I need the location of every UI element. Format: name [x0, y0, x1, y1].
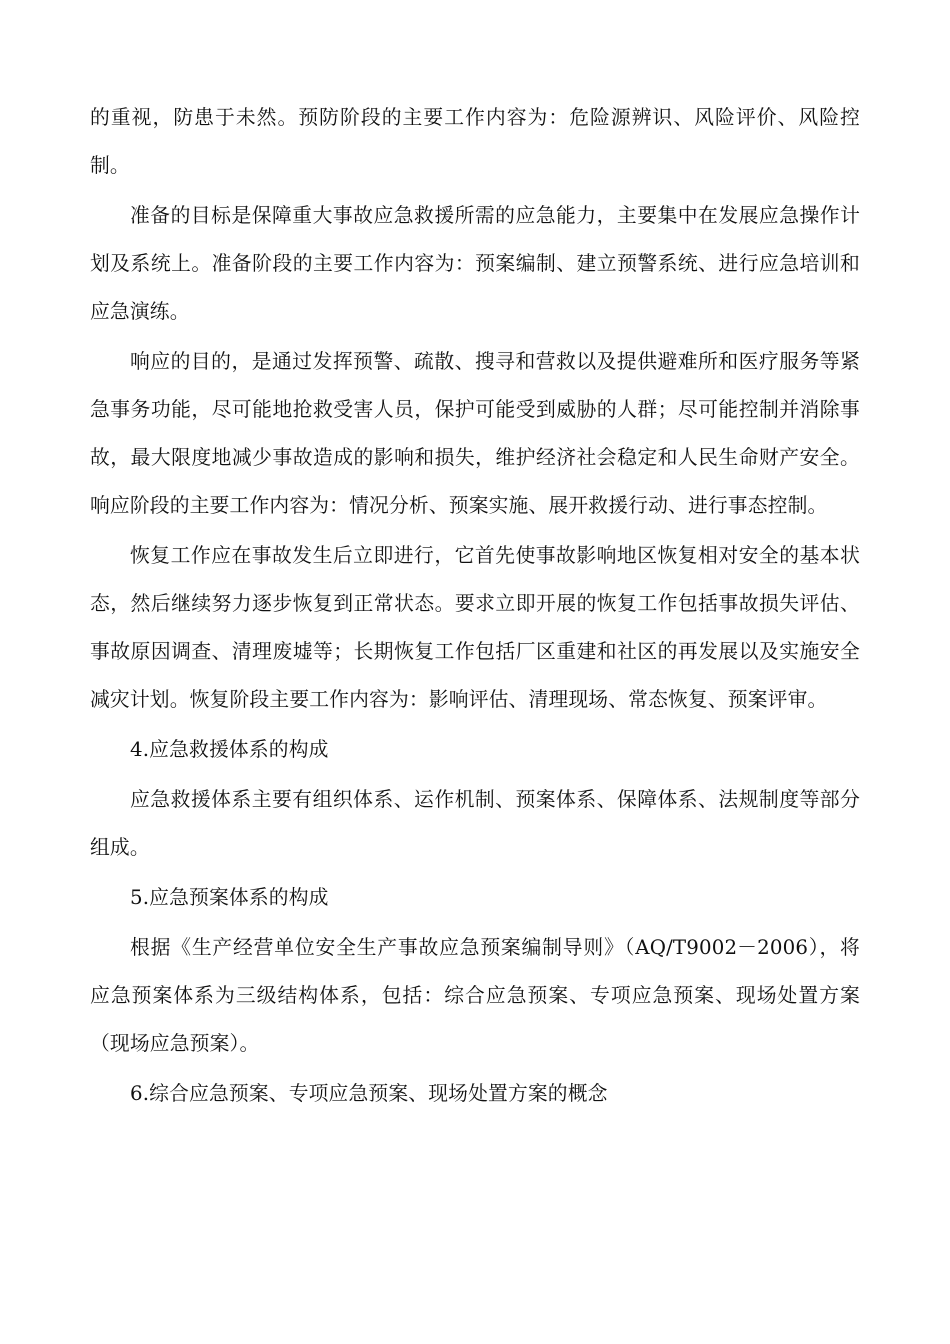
paragraph-recovery: 恢复工作应在事故发生后立即进行，它首先使事故影响地区恢复相对安全的基本状态，然后继续努力逐步恢复到正常状态。要求立即开展的恢复工作包括事故损失评估、事故原因调查、清理废墟等；长期恢复工作包括厂区重建和社区的再发展以及实施安全减灾计划。恢复阶段主要工作内容为：影响评估、清理现场、常态恢复、预案评审。 [90, 544, 860, 711]
paragraph-plan-system: 根据《生产经营单位安全生产事故应急预案编制导则》（AQ/T9002－2006），将应急预案体系为三级结构体系，包括：综合应急预案、专项应急预案、现场处置方案（现场应急预案）。 [90, 936, 860, 1055]
paragraph-rescue-system: 应急救援体系主要有组织体系、运作机制、预案体系、保障体系、法规制度等部分组成。 [90, 788, 860, 859]
section-heading-6: 6.综合应急预案、专项应急预案、现场处置方案的概念 [130, 1082, 608, 1105]
paragraph-response: 响应的目的，是通过发挥预警、疏散、搜寻和营救以及提供避难所和医疗服务等紧急事务功能，尽可能地抢救受害人员，保护可能受到威胁的人群；尽可能控制并消除事故，最大限度地减少事故造成的影响和损失，维护经济社会稳定和人民生命财产安全。响应阶段的主要工作内容为：情况分析、预案实施、展开救援行动、进行事态控制。 [90, 350, 860, 517]
paragraph-prevention-continued: 的重视，防患于未然。预防阶段的主要工作内容为：危险源辨识、风险评价、风险控制。 [90, 106, 860, 177]
section-heading-5: 5.应急预案体系的构成 [130, 886, 329, 909]
paragraph-preparation: 准备的目标是保障重大事故应急救援所需的应急能力，主要集中在发展应急操作计划及系统上。准备阶段的主要工作内容为：预案编制、建立预警系统、进行应急培训和应急演练。 [90, 204, 860, 323]
section-heading-4: 4.应急救援体系的构成 [130, 738, 329, 761]
